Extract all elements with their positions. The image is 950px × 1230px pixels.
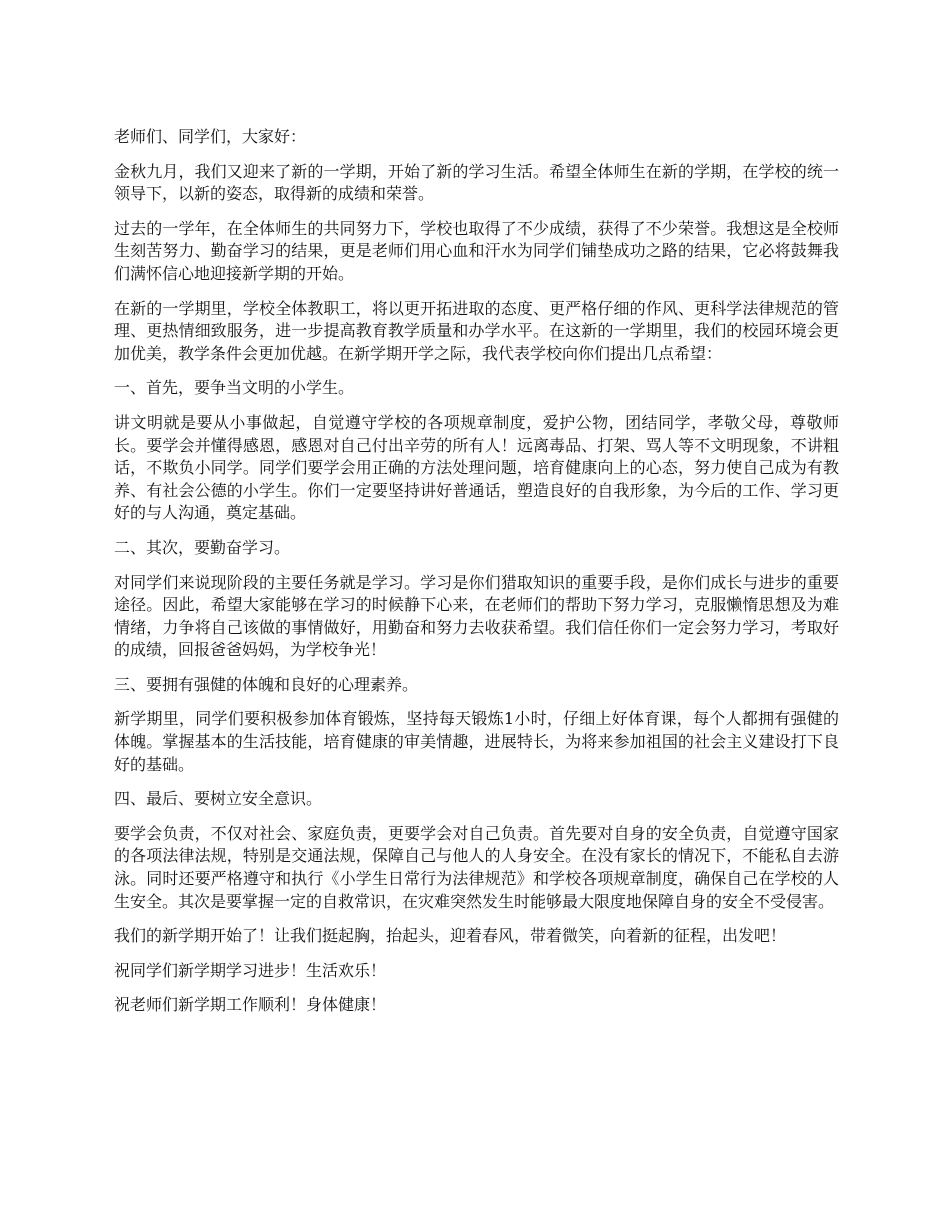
section-heading-4: 四、最后、要树立安全意识。 <box>114 789 323 809</box>
greeting-paragraph: 老师们、同学们，大家好： <box>114 127 307 146</box>
closing-paragraph: 我们的新学期开始了！让我们挺起胸，抬起头，迎着春风，带着微笑，向着新的征程，出发吧！ <box>114 926 787 946</box>
wish-students: 祝同学们新学期学习进步！生活欢乐！ <box>114 960 387 980</box>
section-heading-3: 三、要拥有强健的体魄和良好的心理素养。 <box>114 674 419 694</box>
body-paragraph: 新学期里，同学们要积极参加体育锻炼，坚持每天锻炼1小时，仔细上好体育课，每个人都拥有强健的体魄。掌握基本的生活技能，培育健康的审美情趣，进展特长，为将来参加祖国的社会主义建设打下良好的基础。 <box>114 709 839 774</box>
section-heading-2: 二、其次，要勤奋学习。 <box>114 537 291 557</box>
body-paragraph: 在新的一学期里，学校全体教职工，将以更开拓进取的态度、更严格仔细的作风、更科学法律规范的管理、更热情细致服务，进一步提高教育教学质量和办学水平。在这新的一学期里，我们的校园环境会更加优美，教学条件会更加优越。在新学期开学之际，我代表学校向你们提出几点希望： <box>114 298 839 363</box>
document-body <box>114 126 839 1029</box>
body-paragraph: 金秋九月，我们又迎来了新的一学期，开始了新的学习生活。希望全体师生在新的学期，在学校的统一领导下，以新的姿态，取得新的成绩和荣誉。 <box>114 161 839 204</box>
body-paragraph: 对同学们来说现阶段的主要任务就是学习。学习是你们猎取知识的重要手段，是你们成长与进步的重要途径。因此，希望大家能够在学习的时候静下心来，在老师们的帮助下努力学习，克服懒惰思想及为难情绪，力争将自己该做的事情做好，用勤奋和努力去收获希望。我们信任你们一定会努力学习，考取好的成绩，回报爸爸妈妈，为学校争光！ <box>114 572 839 660</box>
body-paragraph: 过去的一学年，在全体师生的共同努力下，学校也取得了不少成绩，获得了不少荣誉。我想这是全校师生刻苦努力、勤奋学习的结果，更是老师们用心血和汗水为同学们铺垫成功之路的结果，它必将鼓舞我们满怀信心地迎接新学期的开始。 <box>114 218 839 283</box>
body-paragraph: 要学会负责，不仅对社会、家庭负责，更要学会对自己负责。首先要对自身的安全负责，自觉遵守国家的各项法律法规，特别是交通法规，保障自己与他人的人身安全。在没有家长的情况下，不能私自去游泳。同时还要严格遵守和执行《小学生日常行为法律规范》和学校各项规章制度，确保自己在学校的人生安全。其次是要掌握一定的自救常识，在灾难突然发生时能够最大限度地保障自身的安全不受侵害。 <box>114 823 839 911</box>
section-heading-1: 一、首先，要争当文明的小学生。 <box>114 378 355 398</box>
body-paragraph: 讲文明就是要从小事做起，自觉遵守学校的各项规章制度，爱护公物，团结同学，孝敬父母，尊敬师长。要学会并懂得感恩，感恩对自己付出辛劳的所有人！远离毒品、打架、骂人等不文明现象，不讲粗话，不欺负小同学。同学们要学会用正确的方法处理问题，培育健康向上的心态，努力使自己成为有教养、有社会公德的小学生。你们一定要坚持讲好普通话，塑造良好的自我形象，为今后的工作、学习更好的与人沟通，奠定基础。 <box>114 412 839 523</box>
wish-teachers: 祝老师们新学期工作顺利！身体健康！ <box>114 995 387 1015</box>
